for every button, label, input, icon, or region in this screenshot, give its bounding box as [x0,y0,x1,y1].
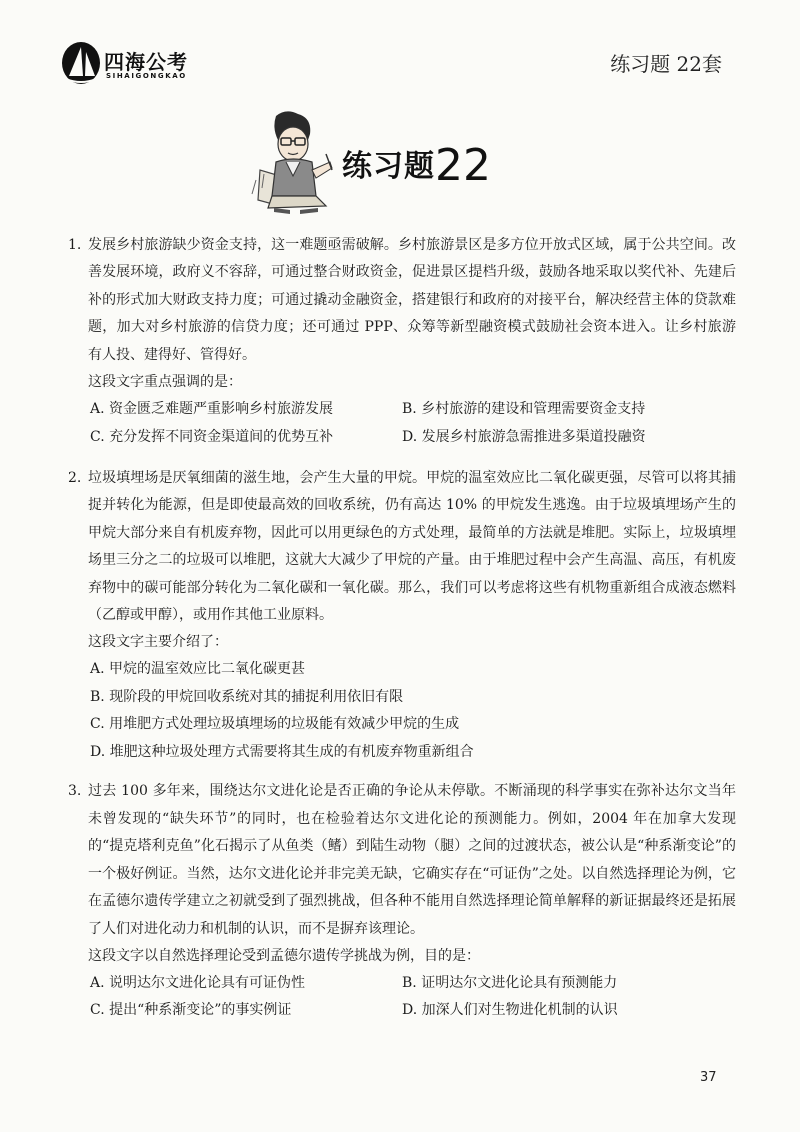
practice-set-label: 练习题 22套 [610,52,722,76]
student-cartoon-icon [250,110,336,214]
question-number: 1. [68,237,82,253]
question-prompt: 这段文字重点强调的是： [88,374,242,391]
logo-chinese-text: 四海公考 [104,50,188,74]
question-prompt: 这段文字以自然选择理论受到孟德尔遗传学挑战为例，目的是： [88,947,480,964]
option-d[interactable]: D. 发展乡村旅游急需推进多渠道投融资 [402,428,646,445]
option-c[interactable]: C. 充分发挥不同资金渠道间的优势互补 [90,428,334,445]
title-block [250,110,550,220]
option-b[interactable]: B. 现阶段的甲烷回收系统对其的捕捉利用依旧有限 [90,688,404,705]
option-a[interactable]: A. 甲烷的温室效应比二氧化碳更甚 [90,661,306,678]
question-number: 3. [68,783,82,800]
option-c[interactable]: C. 提出“种系渐变论”的事实例证 [90,1002,292,1019]
option-row [90,970,736,998]
option-d[interactable]: D. 堆肥这种垃圾处理方式需要将其生成的有机废弃物重新组合 [90,743,474,760]
question-number: 2. [68,470,82,487]
option-a[interactable]: A. 资金匮乏难题严重影响乡村旅游发展 [90,401,334,418]
option-list [90,396,736,451]
page-title [342,136,491,191]
option-row [90,396,736,424]
option-list [90,970,736,1025]
question-stem: 过去 100 多年来，围绕达尔文进化论是否正确的争论从未停歇。不断涌现的科学事实在弥补达尔文当年未曾发现的“缺失环节”的同时，也在检验着达尔文进化论的预测能力。例如，2004 年在加拿大发现的“提克塔利克鱼”化石揭示了从鱼类（鳍）到陆生动物（腿）之间的过渡状态，被公认是“种系渐变论”的一个极好例证。当然，达尔文进化论并非完美无缺，它确实存在“可证伪”之处。以自然选择理论为例，它在孟德尔遗传学建立之初就受到了强烈挑战，但各种不能用自然选择理论简单解释的新证据最终还是拓展了人们对进化动力和机制的认识，而不是摒弃该理论。 [88,783,736,937]
option-b[interactable]: B. 证明达尔文进化论具有预测能力 [402,974,618,991]
brand-logo [60,40,250,90]
title-number: 22 [435,140,491,191]
question-1 [68,232,736,451]
option-list [90,656,736,766]
option-b[interactable]: B. 乡村旅游的建设和管理需要资金支持 [402,401,646,418]
logo-pinyin-text: SIHAIGONGKAO [106,72,187,80]
question-list [68,232,736,1025]
page-header [0,0,800,100]
option-d[interactable]: D. 加深人们对生物进化机制的认识 [402,1002,618,1019]
page-number: 37 [700,1070,717,1085]
sailboat-logo-icon [60,40,102,86]
question-prompt: 这段文字主要介绍了： [88,634,228,651]
option-row [90,997,736,1025]
title-text: 练习题 [342,149,435,184]
question-3 [68,778,736,1024]
question-stem: 垃圾填埋场是厌氧细菌的滋生地，会产生大量的甲烷。甲烷的温室效应比二氧化碳更强，尽管可以将其捕捉并转化为能源，但是即使最高效的回收系统，仍有高达 10% 的甲烷发生逃逸。由于垃圾填埋场产生的甲烷大部分来自有机废弃物，因此可以用更绿色的方式处理，最简单的方法就是堆肥。实际上，垃圾填埋场里三分之二的垃圾可以堆肥，这就大大减少了甲烷的产量。由于堆肥过程中会产生高温、高压，有机废弃物中的碳可能部分转化为二氧化碳和一氧化碳。那么，我们可以考虑将这些有机物重新组合成液态燃料（乙醇或甲醇），或用作其他工业原料。 [88,470,736,624]
option-row [90,424,736,452]
question-2 [68,465,736,766]
option-c[interactable]: C. 用堆肥方式处理垃圾填埋场的垃圾能有效减少甲烷的生成 [90,716,460,733]
option-a[interactable]: A. 说明达尔文进化论具有可证伪性 [90,974,306,991]
question-stem: 发展乡村旅游缺少资金支持，这一难题亟需破解。乡村旅游景区是多方位开放式区域，属于公共空间。改善发展环境，政府义不容辞，可通过整合财政资金，促进景区提档升级，鼓励各地采取以奖代补、先建后补的形式加大财政支持力度；可通过撬动金融资金，搭建银行和政府的对接平台，解决经营主体的贷款难题，加大对乡村旅游的信贷力度；还可通过 PPP、众筹等新型融资模式鼓励社会资本进入。让乡村旅游有人投、建得好、管得好。 [88,237,736,363]
